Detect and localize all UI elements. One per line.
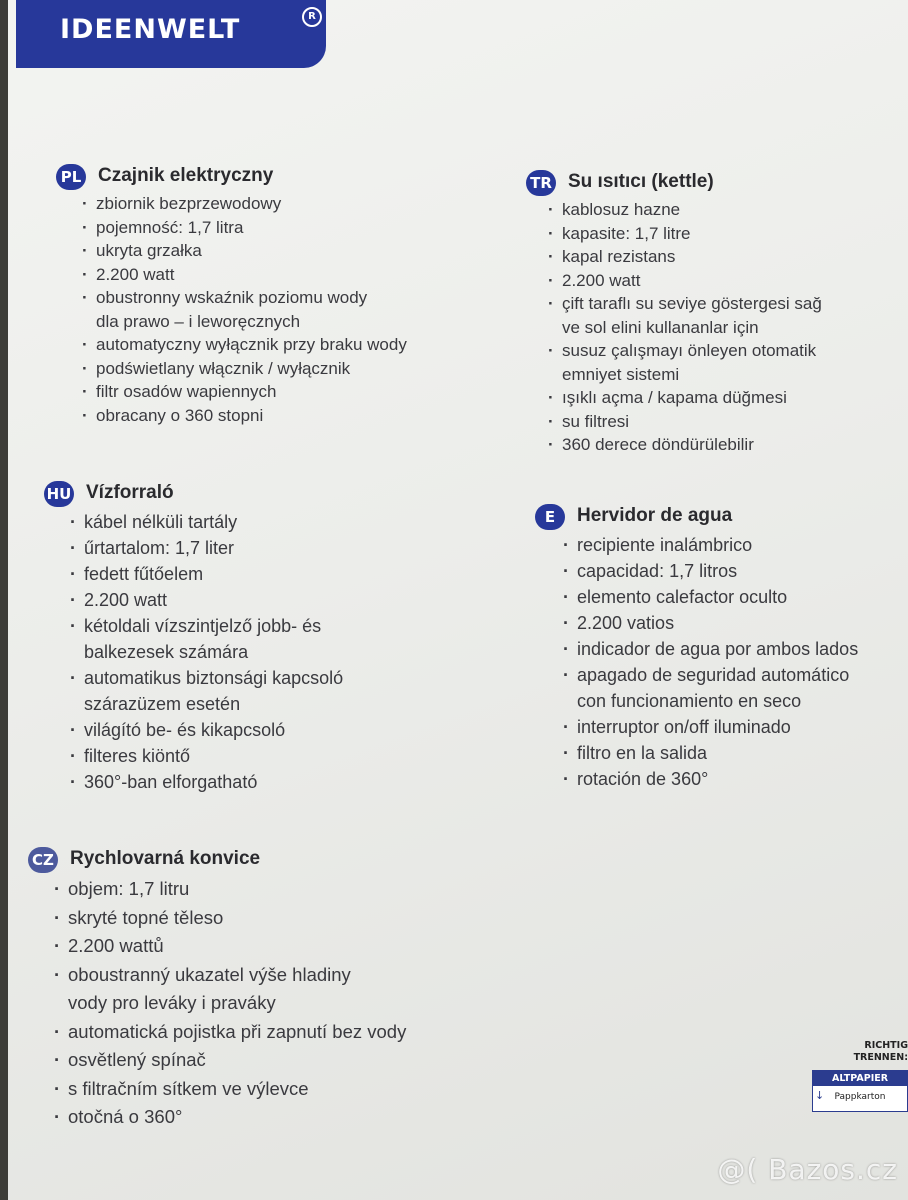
list-item: · recipiente inalámbrico [563,532,858,558]
list-item: · elemento calefactor oculto [563,584,858,610]
feature-list-hu [70,509,343,795]
recycling-heading-line2: TRENNEN: [853,1052,908,1063]
list-item: · 360 derece döndürülebilir [548,433,822,457]
list-item-line: · susuz çalışmayı önleyen otomatik [562,341,817,360]
list-item [563,662,858,714]
recycling-label [812,1040,908,1112]
list-item-line: dla prawo – i leworęcznych [96,311,301,331]
section-hungarian [44,481,343,795]
section-title-es: Hervidor de agua [577,505,733,526]
section-title-hu: Vízforraló [86,482,174,503]
list-item: · filtr osadów wapiennych [82,380,407,404]
list-item: · 2.200 watt [70,587,343,613]
list-item [70,613,343,665]
list-item: · s filtračním sítkem ve výlevce [54,1075,406,1104]
list-item: · ışıklı açma / kapama düğmesi [548,386,822,410]
list-item: · interruptor on/off iluminado [563,714,858,740]
language-badge-es: E [535,504,565,530]
feature-list-pl [82,192,407,427]
list-item: · podświetlany włącznik / wyłącznik [82,357,407,381]
section-spanish [535,504,858,792]
list-item-line: szárazüzem esetén [84,694,241,714]
list-item-line: con funcionamiento en seco [577,691,802,711]
recycling-heading-line1: RICHTIG [864,1040,908,1051]
language-badge-hu: HU [44,481,74,507]
list-item: · kablosuz hazne [548,198,822,222]
recycling-subcategory: Pappkarton [834,1092,886,1102]
list-item: · su filtresi [548,410,822,434]
list-item: · kábel nélküli tartály [70,509,343,535]
list-item: · kapal rezistans [548,245,822,269]
list-item: · zbiornik bezprzewodowy [82,192,407,216]
language-badge-cz: CZ [28,847,58,873]
list-item: · világító be- és kikapcsoló [70,717,343,743]
list-item: · fedett fűtőelem [70,561,343,587]
list-item-line: · kétoldali vízszintjelző jobb- és [84,616,322,636]
list-item-line: balkezesek számára [84,642,249,662]
list-item-line: emniyet sistemi [562,364,680,384]
list-item: · rotación de 360° [563,766,858,792]
list-item-line: · apagado de seguridad automático [577,665,850,685]
list-item: · 360°-ban elforgatható [70,769,343,795]
list-item [70,665,343,717]
list-item: · 2.200 vatios [563,610,858,636]
brand-banner [16,0,326,68]
list-item: · indicador de agua por ambos lados [563,636,858,662]
list-item-line: ve sol elini kullananlar için [562,317,759,337]
registered-mark-icon: R [302,7,322,27]
list-item: · 2.200 watt [82,263,407,287]
feature-list-es [563,532,858,792]
list-item: · capacidad: 1,7 litros [563,558,858,584]
recycling-category: ALTPAPIER [813,1071,907,1086]
product-box-panel [8,0,908,1200]
section-turkish [526,170,822,457]
list-item: · obracany o 360 stopni [82,404,407,428]
list-item: · objem: 1,7 litru [54,875,406,904]
list-item: · kapasite: 1,7 litre [548,222,822,246]
list-item: · osvětlený spínač [54,1046,406,1075]
list-item [548,292,822,339]
list-item-line: · obustronny wskaźnik poziomu wody [96,288,368,307]
list-item: · filtro en la salida [563,740,858,766]
feature-list-tr [548,198,822,457]
section-polish [56,164,407,427]
list-item: · 2.200 watt [548,269,822,293]
list-item: · automatická pojistka při zapnutí bez vody [54,1018,406,1047]
list-item-line: · çift taraflı su seviye göstergesi sağ [562,294,822,313]
list-item-line: · automatikus biztonsági kapcsoló [84,668,344,688]
feature-list-cz [54,875,406,1132]
section-title-pl: Czajnik elektryczny [98,165,274,186]
list-item [54,961,406,1018]
list-item: · 2.200 wattů [54,932,406,961]
list-item: · skryté topné těleso [54,904,406,933]
section-title-cz: Rychlovarná konvice [70,848,261,869]
section-czech [28,847,406,1132]
list-item [82,286,407,333]
list-item: · ukryta grzałka [82,239,407,263]
list-item [548,339,822,386]
brand-logo-text: IDEENWELT [60,14,241,45]
list-item: · automatyczny wyłącznik przy braku wody [82,333,407,357]
arrow-down-icon: ↓ [815,1089,825,1102]
recycling-box [812,1070,908,1112]
list-item-line: vody pro leváky i praváky [68,992,276,1013]
list-item: · filteres kiöntő [70,743,343,769]
watermark: @( Bazos.cz [717,1153,898,1186]
language-badge-pl: PL [56,164,86,190]
section-title-tr: Su ısıtıcı (kettle) [568,171,714,192]
list-item: · pojemność: 1,7 litra [82,216,407,240]
language-badge-tr: TR [526,170,556,196]
list-item: · otočná o 360° [54,1103,406,1132]
list-item-line: · oboustranný ukazatel výše hladiny [68,963,351,985]
list-item: · űrtartalom: 1,7 liter [70,535,343,561]
